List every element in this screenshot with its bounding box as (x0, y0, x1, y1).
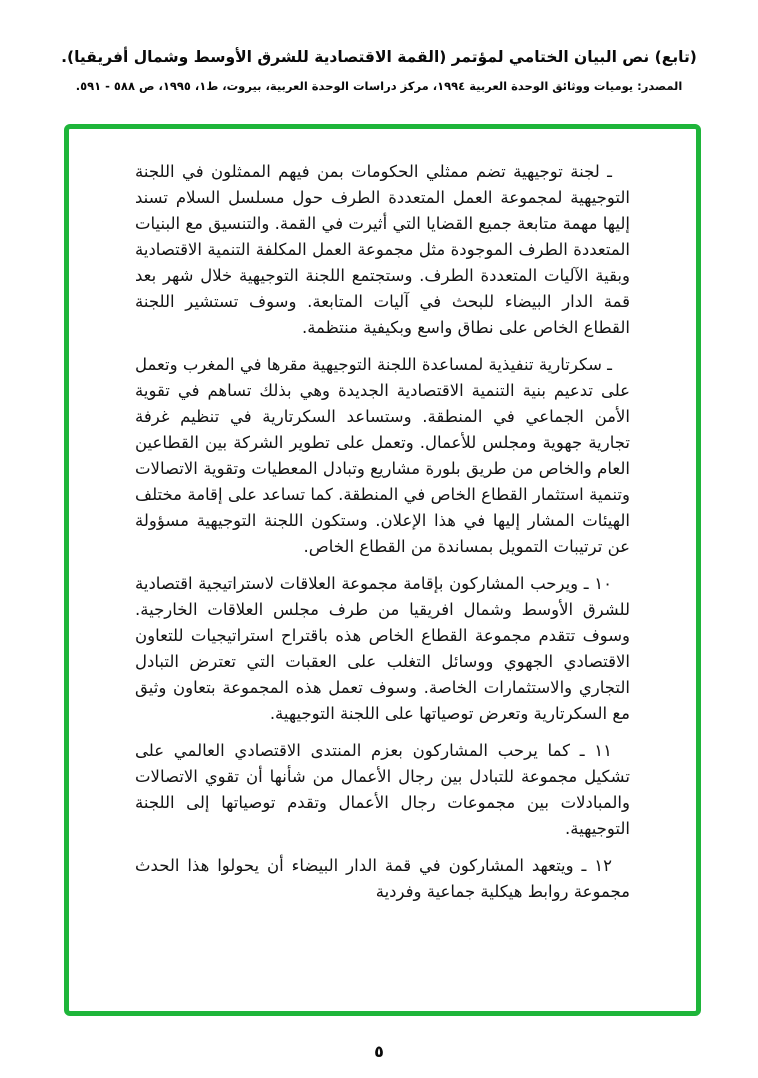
document-source-line: المصدر: يوميات ووثائق الوحدة العربية ١٩٩٤، مركز دراسات الوحدة العربية، بيروت، ط١، ١٩٩٥، ص ٥٨٨ - ٥٩١. (75, 79, 683, 94)
paragraph-steering-committee: ـ لجنة توجيهية تضم ممثلي الحكومات بمن فيهم الممثلون في اللجنة التوجيهية لمجموعة العمل المتعددة الطرف حول مسلسل السلام تسند إليها مهمة متابعة جميع القضايا التي أثيرت في القمة. والتنسيق مع البنيات المتعددة الطرف الموجودة مثل مجموعة العمل المكلفة التنمية الاقتصادية وبقية الآليات المتعددة الطرف. وستجتمع اللجنة التوجيهية خلال شهر بعد قمة الدار البيضاء للبحث في آليات المتابعة. وسوف تستشير اللجنة القطاع الخاص على نطاق واسع وبكيفية منتظمة. (135, 162, 630, 337)
paragraph-executive-secretariat: ـ سكرتارية تنفيذية لمساعدة اللجنة التوجيهية مقرها في المغرب وتعمل على تدعيم بنية التنمية الاقتصادية الجديدة وهي بذلك تساهم في تقوية الأمن الجماعي في المنطقة. وستساعد السكرتارية في تنظيم غرفة تجارية جهوية ومجلس للأعمال. وتعمل على تطوير الشركة بين القطاعين العام والخاص من طريق بلورة مشاريع وتبادل المعطيات وتقوية الاتصالات وتنمية استثمار القطاع الخاص في المنطقة. كما تساعد على إقامة مختلف الهيئات المشار إليها في هذا الإعلان. وستكون اللجنة التوجيهية مسؤولة عن ترتيبات التمويل بمساندة من القطاع الخاص. (135, 355, 630, 556)
document-title: (تابع) نص البيان الختامي لمؤتمر (القمة الاقتصادية للشرق الأوسط وشمال أفريقيا). (61, 48, 697, 66)
paragraph-item-11: ١١ ـ كما يرحب المشاركون بعزم المنتدى الاقتصادي العالمي على تشكيل مجموعة للتبادل بين رجال الأعمال من شأنها أن تقوي الاتصالات والمبادلات بين مجموعات رجال الأعمال وتقدم توصياتها إلى اللجنة التوجيهية. (135, 741, 630, 838)
page-header (0, 0, 758, 93)
document-body-text (69, 129, 696, 929)
paragraph-item-12: ١٢ ـ ويتعهد المشاركون في قمة الدار البيضاء أن يحولوا هذا الحدث مجموعة روابط هيكلية جماعية وفردية (135, 856, 630, 901)
page-number: ٥ (374, 1042, 384, 1061)
paragraph-item-10: ١٠ ـ ويرحب المشاركون بإقامة مجموعة العلاقات لاستراتيجية اقتصادية للشرق الأوسط وشمال افريقيا من طرف مجلس العلاقات الخارجية. وسوف تتقدم مجموعة القطاع الخاص هذه باقتراح استراتيجيات للتعاون الاقتصادي الجهوي ووسائل التغلب على العقبات التي تعترض التبادل التجاري والاستثمارات الخاصة. وسوف تعمل هذه المجموعة بتعاون وثيق مع السكرتارية وتعرض توصياتها على اللجنة التوجيهية. (135, 574, 630, 723)
green-border-frame (64, 124, 701, 1016)
